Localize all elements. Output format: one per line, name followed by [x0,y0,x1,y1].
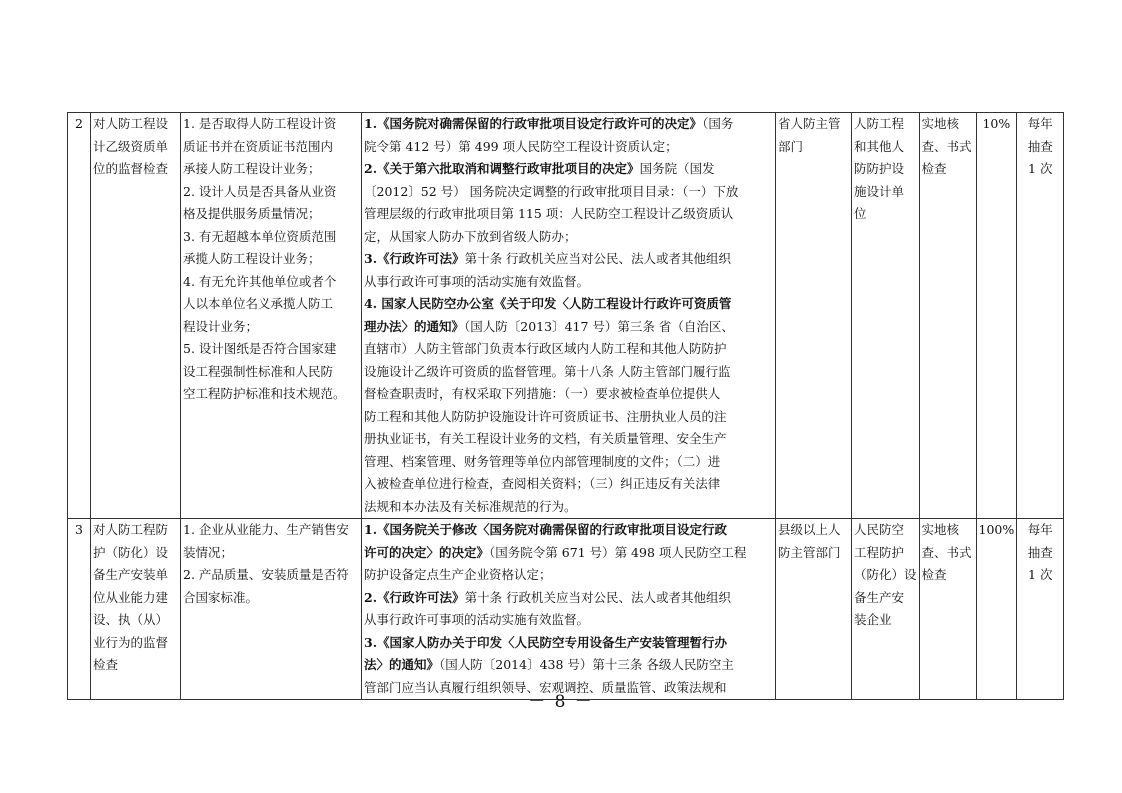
basis-title: 4. 国家人民防空办公室《关于印发〈人防工程设计行政许可资质管 [364,296,732,311]
dept-line: 县级以上人 [778,522,841,537]
freq-line: 抽查 [1027,544,1053,560]
basis-title: 1.《国务院对确需保留的行政审批项目设定行政许可的决定》 [364,116,703,131]
basis-line [364,158,773,181]
basis-text: 直辖市）人防主管部门负责本行政区域内人防工程和其他人防防护 [364,341,727,356]
basis-line [364,428,773,451]
basis-text: 第十条 行政机关应当对公民、法人或者其他组织 [464,251,732,266]
page-number: － 8 － [528,692,594,712]
basis-title: 2.《行政许可法》 [364,589,465,605]
content-line: 空工程防护标准和技术规范。 [183,386,346,401]
basis-title: 3.《国家人防办关于印发〈人民防空专用设备生产安装管理暂行办 [364,634,728,650]
content-line: 格及提供服务质量情况； [183,206,321,221]
basis-line [364,316,773,339]
object-line: 人防工程 [854,116,905,131]
basis-line [364,542,773,565]
content-line: 3. 有无超越本单位资质范围 [183,228,337,244]
sampling-ratio: 10% [976,113,1017,519]
basis-title: 理办法〉的通知》 [364,318,465,334]
basis-line [364,338,773,361]
object-line: 装企业 [854,612,892,627]
object-line: （防化）设 [854,567,917,582]
basis-text: 〔2012〕52 号） 国务院决定调整的行政审批项目目录：（一）下放 [364,183,739,199]
row-number: 2 [68,113,91,519]
freq-line: 每年 [1027,116,1053,131]
basis-line [364,406,773,429]
object-line: 人民防空 [854,522,905,537]
basis-text: 册执业证书，有关工程设计业务的文档，有关质量管理、安全生产 [364,431,727,446]
basis-line [364,609,773,632]
table-row [68,519,1064,700]
freq-line: 1 次 [1028,567,1053,582]
item-name-line: 设、执（从） [93,612,169,627]
item-name-line: 对人防工程防 [93,522,169,537]
freq-line: 抽查 [1027,138,1053,154]
basis-title: 法〉的通知》 [364,657,440,672]
object-line: 备生产安 [854,589,905,605]
content-line: 2. 产品质量、安装质量是否符 [183,567,349,582]
basis-title: 2.《关于第六批取消和调整行政审批项目的决定》 [364,161,640,176]
basis-line [364,226,773,249]
content-line: 5. 设计图纸是否符合国家建 [183,341,337,356]
basis-text: 定，从国家人防办下放到省级人防办； [364,228,577,244]
dept-line: 防主管部门 [778,544,841,560]
basis-line [364,113,773,136]
item-name-line: 护（防化）设 [93,544,169,560]
basis-line [364,496,773,519]
basis-line [364,293,773,316]
basis-line [364,248,773,271]
method-line: 检查 [921,161,947,176]
basis-line [364,473,773,496]
basis-text: 第十条 行政机关应当对公民、法人或者其他组织 [464,589,732,605]
basis-title: 3.《行政许可法》 [364,251,465,266]
basis-line [364,383,773,406]
basis-text: 法规和本办法及有关标准规范的行为。 [364,498,577,514]
basis-line [364,564,773,587]
inspection-method-cell [919,113,976,519]
frequency-cell [1017,519,1064,700]
item-name-line: 检查 [93,657,119,672]
freq-line: 1 次 [1028,161,1053,176]
item-name-line: 对人防工程设 [93,116,169,131]
method-line: 查、书式 [921,138,972,154]
legal-basis-cell [362,519,776,700]
table-row [68,113,1064,519]
dept-line: 部门 [778,138,804,154]
basis-line [364,271,773,294]
basis-line [364,136,773,159]
freq-line: 每年 [1027,522,1053,537]
object-line: 工程防护 [854,544,905,560]
basis-text: 防护设备定点生产企业资格认定； [364,567,552,582]
legal-basis-cell [362,113,776,519]
basis-text: 院令第 412 号）第 499 项人民防空工程设计资质认定； [364,138,678,154]
check-content-cell [181,113,362,519]
basis-line [364,632,773,655]
item-name-cell [91,113,181,519]
object-line: 和其他人 [854,138,905,154]
content-line: 1. 是否取得人防工程设计资 [183,116,337,131]
basis-line [364,181,773,204]
basis-line [364,519,773,542]
method-line: 实地核 [921,116,960,131]
row-number: 3 [68,519,91,700]
basis-text: （国人防〔2013〕417 号）第三条 省（自治区、 [464,318,734,334]
supervision-table [67,112,1064,700]
content-line: 设工程强制性标准和人民防 [183,363,334,379]
content-line: 承接人防工程设计业务； [183,161,321,176]
object-line: 防防护设 [854,161,905,176]
content-line: 装情况； [183,544,234,560]
basis-line [364,587,773,610]
frequency-cell [1017,113,1064,519]
sampling-ratio: 100% [976,519,1017,700]
method-line: 实地核 [921,522,960,537]
item-name-line: 位从业能力建 [93,589,169,605]
item-name-line: 计乙级资质单 [93,138,169,154]
content-line: 承揽人防工程设计业务； [183,251,321,266]
dept-line: 省人防主管 [778,116,841,131]
inspected-object-cell [852,113,920,519]
basis-line [364,451,773,474]
basis-text: （国务 [702,116,734,131]
content-line: 人以本单位名义承揽人防工 [183,296,334,311]
object-line: 位 [854,206,867,221]
basis-text: 管理层级的行政审批项目第 115 项：人民防空工程设计乙级资质认 [364,206,734,221]
basis-text: 督检查职责时，有权采取下列措施：（一）要求被检查单位提供人 [364,386,721,401]
content-line: 1. 企业从业能力、生产销售安 [183,522,349,537]
check-content-cell [181,519,362,700]
method-line: 检查 [921,567,947,582]
inspection-method-cell [919,519,976,700]
basis-text: 设施设计乙级许可资质的监督管理。第十八条 人防主管部门履行监 [364,363,731,379]
basis-text: （国务院令第 671 号）第 498 项人民防空工程 [489,544,747,560]
responsible-dept-cell [776,519,852,700]
content-line: 4. 有无允许其他单位或者个 [183,273,337,289]
basis-line [364,361,773,384]
content-line: 合国家标准。 [183,589,259,605]
basis-title: 许可的决定〉的决定》 [364,544,490,560]
basis-text: 管部门应当认真履行组织领导、宏观调控、质量监管、政策法规和 [364,679,727,695]
basis-title: 1.《国务院关于修改〈国务院对确需保留的行政审批项目设定行政 [364,522,728,537]
item-name-cell [91,519,181,700]
inspected-object-cell [852,519,920,700]
responsible-dept-cell [776,113,852,519]
item-name-line: 位的监督检查 [93,161,169,176]
basis-text: 管理、档案管理、财务管理等单位内部管理制度的文件；（二）进 [364,453,721,469]
basis-text: 从事行政许可事项的活动实施有效监督。 [364,612,590,627]
basis-line [364,203,773,226]
basis-text: （国人防〔2014〕438 号）第十三条 各级人民防空主 [439,657,734,672]
basis-text: 入被检查单位进行检查，查阅相关资料；（三）纠正违反有关法律 [364,476,721,491]
basis-line [364,654,773,677]
item-name-line: 备生产安装单 [93,567,169,582]
method-line: 查、书式 [921,544,972,560]
object-line: 施设计单 [854,183,905,199]
content-line: 程设计业务； [183,318,259,334]
content-line: 2. 设计人员是否具备从业资 [183,183,337,199]
item-name-line: 业行为的监督 [93,634,169,650]
basis-text: 防工程和其他人防防护设施设计许可资质证书、注册执业人员的注 [364,408,727,424]
basis-text: 国务院（国发 [639,161,715,176]
content-line: 质证书并在资质证书范围内 [183,138,334,154]
basis-text: 从事行政许可事项的活动实施有效监督。 [364,273,590,289]
